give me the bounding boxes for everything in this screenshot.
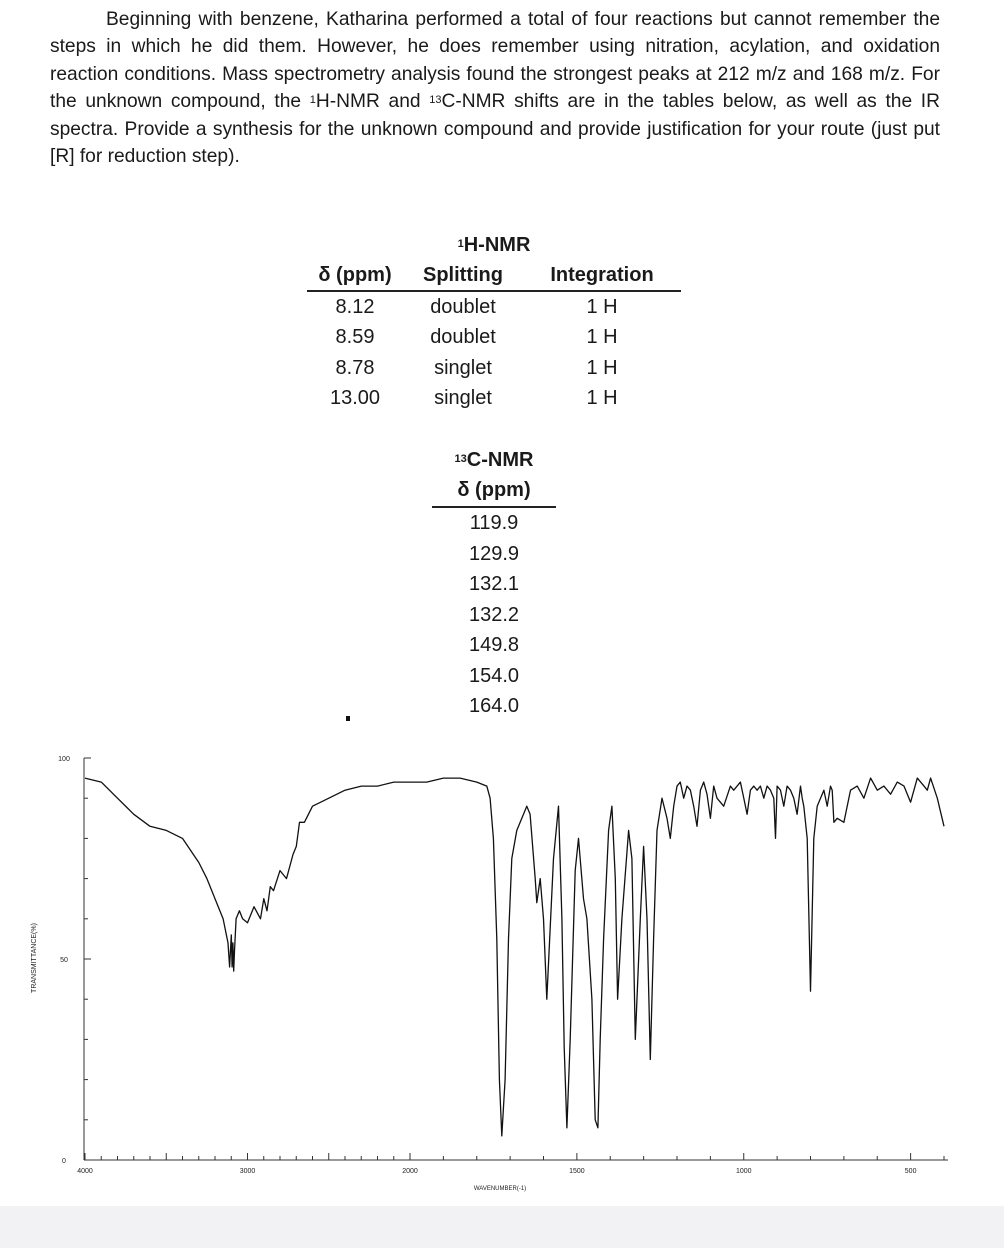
y-tick-label: 100: [58, 756, 70, 763]
ir-spectrum-chart: [0, 740, 1004, 1200]
h-nmr-row: 8.59 doublet 1 H: [335, 326, 618, 349]
ir-axes: [84, 758, 948, 1160]
question-sup-1: 1: [309, 94, 316, 107]
question-end: C-NMR shifts are in the tables below, as well as the IR spectra. Provide a synthesis for the unknown compound and provide justification for your route (just put [R] for reduction step).: [50, 91, 940, 168]
h-nmr-row: 8.12 doublet 1 H: [335, 295, 618, 318]
ir-tick-labels: [58, 756, 916, 1175]
h-nmr-row: 13.00 singlet 1 H: [329, 387, 618, 410]
c-nmr-value: 164.0: [468, 695, 520, 717]
y-tick-label: 0: [62, 1158, 66, 1165]
h-nmr-header-integration: Integration: [523, 260, 681, 291]
x-tick-label: 2000: [402, 1168, 418, 1175]
h-nmr-row: 8.78 singlet 1 H: [335, 356, 618, 379]
c-nmr-value: 132.2: [468, 603, 520, 626]
c-nmr-value: 149.8: [468, 634, 520, 656]
h-nmr-header-shift: δ (ppm): [307, 260, 403, 291]
c-nmr-value: 154.0: [468, 664, 520, 687]
stray-dot: [346, 716, 350, 721]
h-nmr-title: $^1$H-NMR: [457, 234, 531, 256]
question-sup-13: 13: [429, 94, 442, 107]
y-axis-label: TRANSMITTANCE(%): [31, 923, 38, 993]
x-tick-label: 1000: [735, 1168, 752, 1175]
x-axis-label: WAVENUMBER(-1): [473, 1186, 527, 1192]
question-text: [50, 6, 940, 170]
bottom-bar: [0, 1206, 1004, 1248]
c-nmr-value: 119.9: [469, 512, 519, 534]
x-tick-label: 4000: [77, 1168, 93, 1175]
y-tick-label: 50: [60, 957, 68, 964]
c-nmr-table: [432, 446, 556, 722]
c-nmr-title: $^{13}$C-NMR: [454, 449, 534, 471]
c-nmr-value: 132.1: [468, 573, 520, 595]
question-mid: H-NMR and: [315, 91, 430, 113]
h-nmr-table: [307, 230, 681, 414]
question-intro: Beginning with benzene, Katharina performed a total of four reactions but cannot remember the steps in which he did them. However, he does remember using nitration, acylation, and oxidation reaction conditions. Mass spectrometry analysis found the strongest peaks at 212 m/z and 168 m/z. For the unknown compound, the: [50, 9, 940, 113]
x-tick-label: 3000: [239, 1168, 256, 1175]
x-tick-label: 1500: [569, 1168, 585, 1175]
ir-ticks: [84, 758, 944, 1160]
x-tick-label: 500: [904, 1168, 917, 1175]
ir-spectrum-line: [85, 778, 944, 1136]
c-nmr-header: δ (ppm): [432, 474, 556, 508]
h-nmr-header-splitting: Splitting: [403, 260, 523, 291]
c-nmr-value: 129.9: [468, 542, 520, 565]
